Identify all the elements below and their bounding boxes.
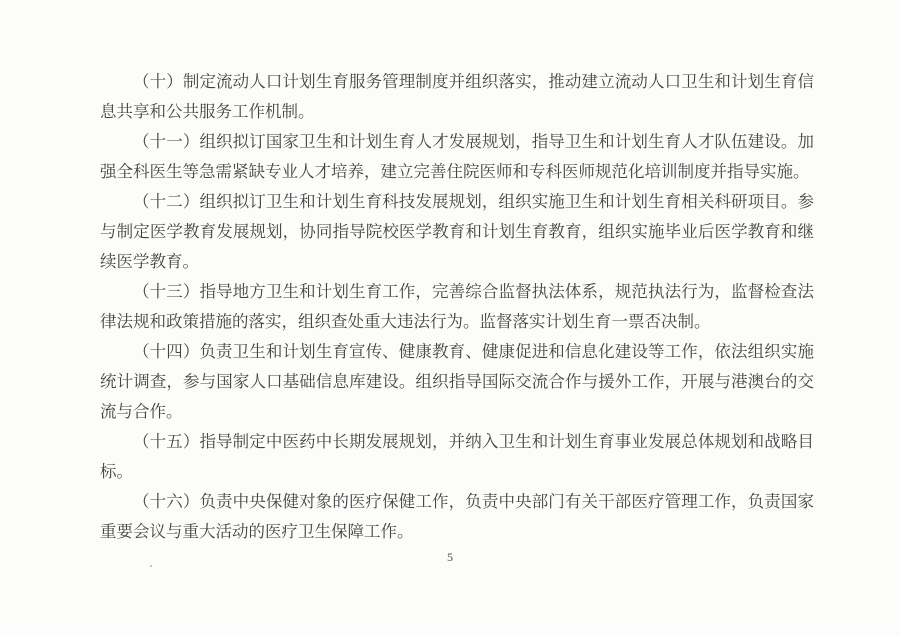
paragraph-item-12: （十二）组织拟订卫生和计划生育科技发展规划，组织实施卫生和计划生育相关科研项目。参与制定医学教育发展规划，协同指导院校医学教育和计划生育教育，组织实施毕业后医学教育和继续医学教育。	[100, 192, 814, 271]
scan-artifact-dot	[150, 565, 152, 567]
paragraph-item-11: （十一）组织拟订国家卫生和计划生育人才发展规划，指导卫生和计划生育人才队伍建设。加强全科医生等急需紧缺专业人才培养，建立完善住院医师和专科医师规范化培训制度并指导实施。	[100, 132, 814, 181]
paragraph-item-16: （十六）负责中央保健对象的医疗保健工作，负责中央部门有关干部医疗管理工作，负责国家重要会议与重大活动的医疗卫生保障工作。	[100, 492, 814, 541]
paragraph-item-14: （十四）负责卫生和计划生育宣传、健康教育、健康促进和信息化建设等工作，依法组织实施统计调查，参与国家人口基础信息库建设。组织指导国际交流合作与援外工作，开展与港澳台的交流与合作。	[100, 342, 814, 421]
document-text-block	[100, 67, 814, 547]
page-number: 5	[447, 550, 453, 564]
paragraph-item-10: （十）制定流动人口计划生育服务管理制度并组织落实，推动建立流动人口卫生和计划生育信息共享和公共服务工作机制。	[100, 72, 814, 121]
paragraph-item-15: （十五）指导制定中医药中长期发展规划，并纳入卫生和计划生育事业发展总体规划和战略目标。	[100, 432, 814, 481]
paragraph-item-13: （十三）指导地方卫生和计划生育工作，完善综合监督执法体系，规范执法行为，监督检查法律法规和政策措施的落实，组织查处重大违法行为。监督落实计划生育一票否决制。	[100, 282, 814, 331]
